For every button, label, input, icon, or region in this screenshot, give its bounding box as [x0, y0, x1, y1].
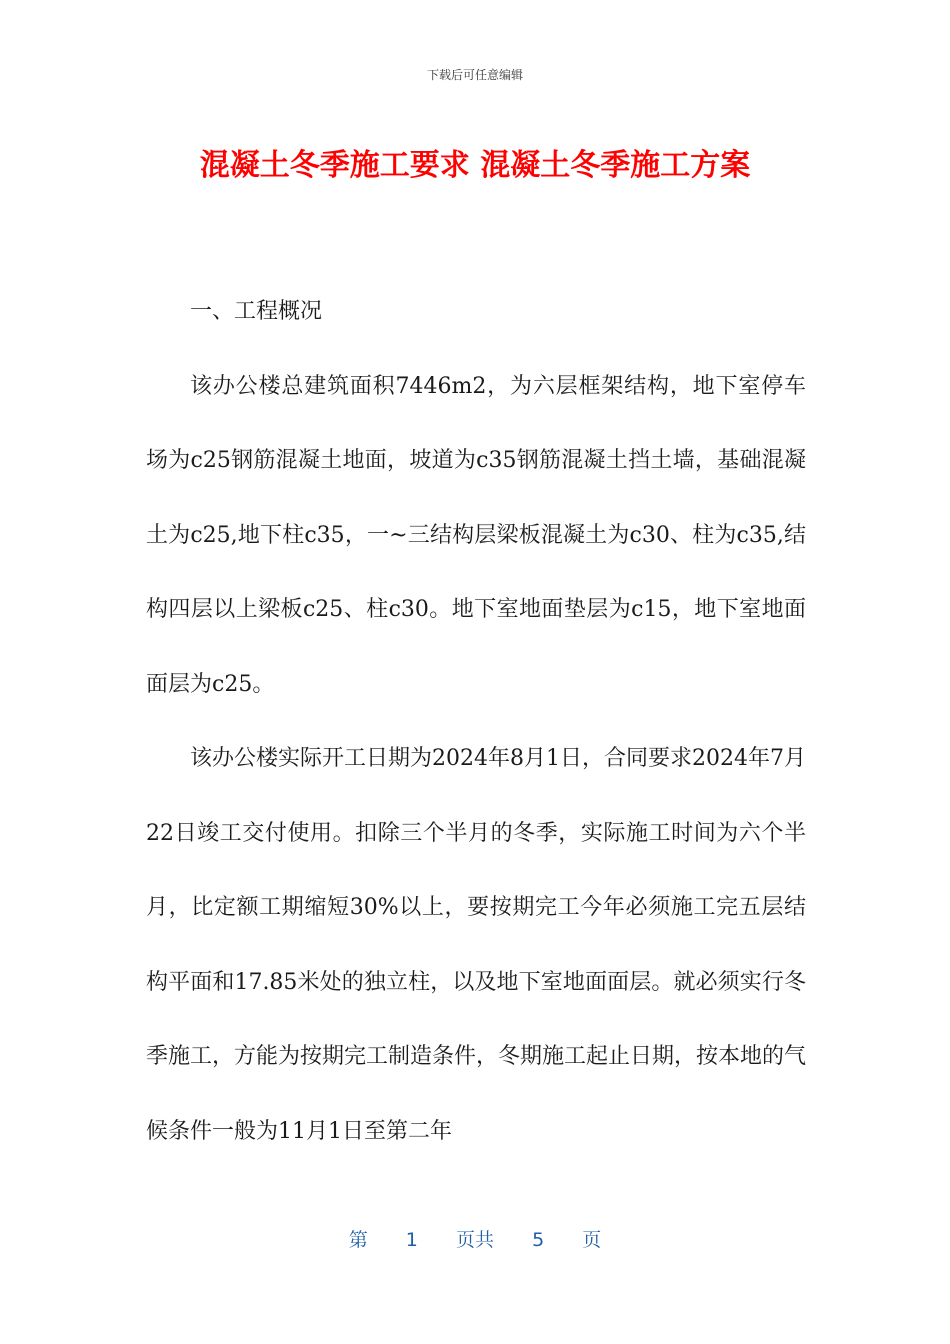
paragraph: 该办公楼总建筑面积7446m2，为六层框架结构，地下室停车场为c25钢筋混凝土地面，坡道为c35钢筋混凝土挡土墙，基础混凝土为c25,地下柱c35，一~三结构层梁板混凝土为c30、柱为c35,结构四层以上梁板c25、柱c30。地下室地面垫层为c15，地下室地面面层为c25。	[146, 373, 806, 697]
section-heading: 一、工程概况	[190, 299, 323, 324]
footer-prefix: 第	[348, 1229, 368, 1251]
header-note: 下载后可任意编辑	[426, 68, 523, 82]
page-footer	[0, 1225, 950, 1252]
document-title: 混凝土冬季施工要求 混凝土冬季施工方案	[199, 148, 751, 183]
footer-suffix: 页	[582, 1229, 602, 1251]
document-body	[146, 275, 806, 1169]
paragraph: 该办公楼实际开工日期为2024年8月1日，合同要求2024年7月22日竣工交付使用。扣除三个半月的冬季，实际施工时间为六个半月，比定额工期缩短30%以上，要按期完工今年必须施工完五层结构平面和17.85米处的独立柱，以及地下室地面面层。就必须实行冬季施工，方能为按期完工制造条件，冬期施工起止日期，按本地的气候条件一般为11月1日至第二年	[146, 746, 807, 1144]
footer-middle: 页共	[455, 1229, 494, 1251]
total-pages-number: 5	[532, 1229, 545, 1251]
current-page-number: 1	[405, 1229, 418, 1251]
